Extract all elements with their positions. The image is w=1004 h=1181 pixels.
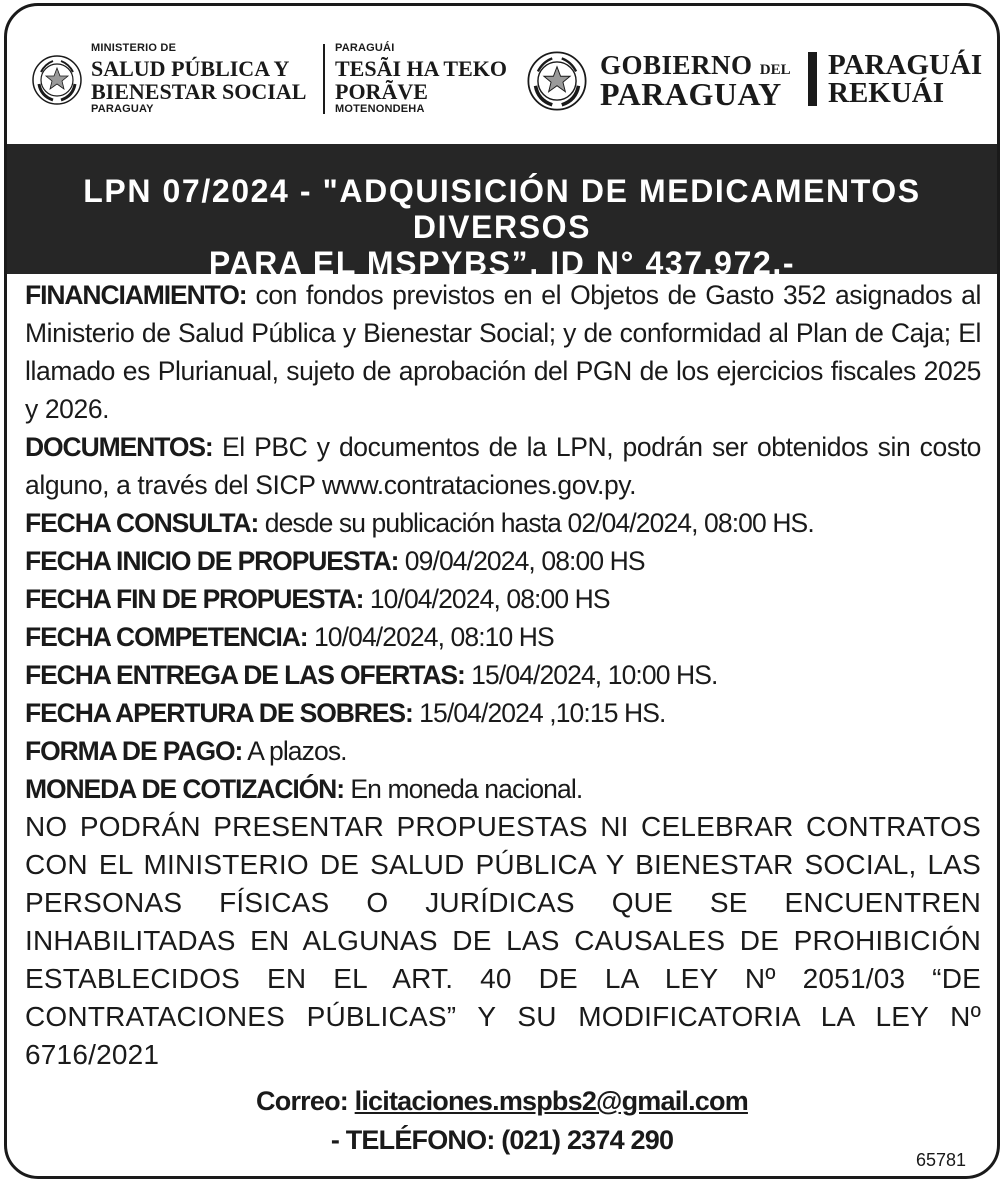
paraguay-label: PARAGUAY	[600, 76, 782, 112]
documentos-text: El PBC y documentos de la LPN, podrán ser obtenidos sin costo alguno, a través del SICP www.contrataciones.gov.py.	[25, 432, 981, 500]
fecha-competencia-row	[25, 618, 981, 656]
paraguai-label: PARAGUÁI	[828, 49, 983, 81]
moneda-label: MONEDA DE COTIZACIÓN:	[25, 774, 344, 804]
moneda-value: En moneda nacional.	[343, 774, 583, 804]
email-link[interactable]: licitaciones.mspbs2@gmail.com	[354, 1086, 748, 1116]
msp-line1: SALUD PÚBLICA Y	[91, 56, 290, 81]
telefono-row: - TELÉFONO: (021) 2374 290	[330, 1125, 674, 1155]
header-logos	[7, 6, 997, 144]
rekuai-label: REKUÁI	[828, 77, 945, 109]
title-line1: LPN 07/2024 - "ADQUISICIÓN DE MEDICAMENTOS DIVERSOS	[83, 173, 921, 245]
documentos-paragraph	[25, 428, 981, 504]
prohibicion-paragraph: NO PODRÁN PRESENTAR PROPUESTAS NI CELEBRAR CONTRATOS CON EL MINISTERIO DE SALUD PÚBLICA Y BIENESTAR SOCIAL, LAS PERSONAS FÍSICAS O JURÍDICAS QUE SE ENCUENTREN INHABILITADAS EN ALGUNAS DE LAS CAUSALES DE PROHIBICIÓN ESTABLECIDOS EN EL ART. 40 DE LA LEY Nº 2051/03 “DE CONTRATACIONES PÚBLICAS” Y SU MODIFICATORIA LA LEY Nº 6716/2021	[25, 811, 981, 1070]
fecha-competencia-value: 10/04/2024, 08:10 HS	[307, 622, 554, 652]
fecha-fin-label: FECHA FIN DE PROPUESTA:	[25, 584, 364, 614]
financiamiento-label: FINANCIAMIENTO:	[25, 280, 247, 310]
msp-small-top: MINISTERIO DE	[91, 42, 177, 54]
logo-divider-bar	[808, 52, 817, 106]
title-banner	[7, 144, 997, 281]
financiamiento-text: con fondos previstos en el Objetos de Gasto 352 asignados al Ministerio de Salud Pública y Bienestar Social; y de conformidad al Plan de Caja; El llamado es Plurianual, sujeto de aprobación del PGN de los ejercicios fiscales 2025 y 2026.	[25, 280, 981, 424]
fecha-apertura-label: FECHA APERTURA DE SOBRES:	[25, 698, 413, 728]
national-seal-icon	[31, 54, 83, 106]
fecha-entrega-row	[25, 656, 981, 694]
national-seal-icon	[526, 50, 588, 112]
ad-code: 65781	[915, 1150, 966, 1170]
tesai-line1: TESÃI HA TEKO	[335, 56, 507, 81]
msp-line2: BIENESTAR SOCIAL	[91, 79, 307, 104]
fecha-consulta-label: FECHA CONSULTA:	[25, 508, 259, 538]
fecha-entrega-label: FECHA ENTREGA DE LAS OFERTAS:	[25, 660, 465, 690]
fecha-inicio-row	[25, 542, 981, 580]
forma-pago-row	[25, 732, 981, 770]
fecha-consulta-row	[25, 504, 981, 542]
msp-small-bottom: PARAGUAY	[91, 103, 154, 115]
documentos-label: DOCUMENTOS:	[25, 432, 213, 462]
forma-pago-value: A plazos.	[242, 736, 347, 766]
fecha-apertura-row	[25, 694, 981, 732]
gobierno-word: GOBIERNO	[600, 50, 753, 80]
fecha-inicio-value: 09/04/2024, 08:00 HS	[398, 546, 645, 576]
correo-row	[7, 1084, 997, 1118]
fecha-entrega-value: 15/04/2024, 10:00 HS.	[464, 660, 718, 690]
gobierno-del-word: DEL	[759, 62, 791, 78]
fecha-fin-value: 10/04/2024, 08:00 HS	[363, 584, 610, 614]
notice-title	[7, 173, 997, 281]
correo-label: Correo:	[256, 1086, 355, 1116]
tesai-small-top: PARAGUÁI	[335, 42, 395, 54]
notice-frame	[4, 3, 1000, 1179]
title-line2: PARA EL MSPYBS”, ID N° 437.972.-	[208, 245, 796, 281]
financiamiento-paragraph	[25, 276, 981, 428]
moneda-row	[25, 770, 981, 808]
notice-body	[25, 276, 981, 1074]
fecha-apertura-value: 15/04/2024 ,10:15 HS.	[412, 698, 666, 728]
fecha-fin-row	[25, 580, 981, 618]
logo-divider	[323, 44, 325, 114]
tesai-small-bottom: MOTENONDEHA	[335, 103, 425, 115]
fecha-consulta-value: desde su publicación hasta 02/04/2024, 08:00 HS.	[258, 508, 814, 538]
tesai-line2: PORÃVE	[335, 79, 428, 104]
fecha-inicio-label: FECHA INICIO DE PROPUESTA:	[25, 546, 399, 576]
fecha-competencia-label: FECHA COMPETENCIA:	[25, 622, 308, 652]
forma-pago-label: FORMA DE PAGO:	[25, 736, 243, 766]
